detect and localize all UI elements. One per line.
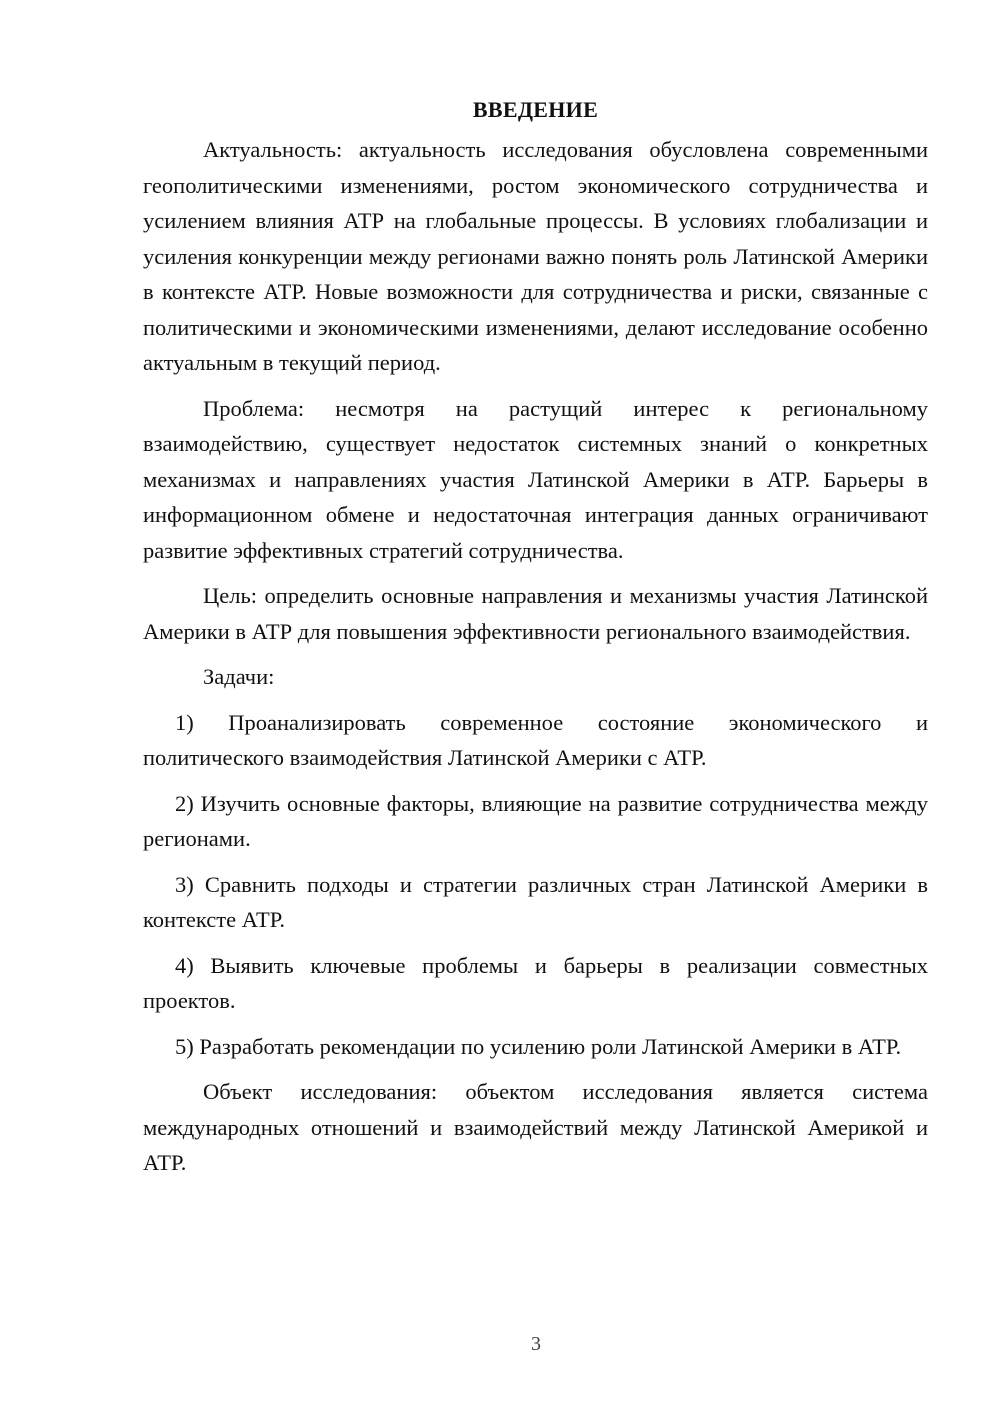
task-item: 1) Проанализировать современное состояние экономического и политического взаимодействия Латинской Америки с АТР. bbox=[143, 709, 928, 770]
document-page bbox=[143, 92, 928, 1181]
goal-paragraph: Цель: определить основные направления и механизмы участия Латинской Америки в АТР для повышения эффективности регионального взаимодействия. bbox=[143, 583, 928, 644]
task-item: 4) Выявить ключевые проблемы и барьеры в реализации совместных проектов. bbox=[143, 952, 928, 1013]
page-number: 3 bbox=[531, 1333, 541, 1355]
relevance-paragraph: Актуальность: актуальность исследования обусловлена современными геополитическими изменениями, ростом экономического сотрудничества и усилением влияния АТР на глобальные процессы. В условиях глобализации и усиления конкуренции между регионами важно понять роль Латинской Америки в контексте АТР. Новые возможности для сотрудничества и риски, связанные с политическими и экономическими изменениями, делают исследование особенно актуальным в текущий период. bbox=[143, 137, 928, 375]
problem-paragraph: Проблема: несмотря на растущий интерес к региональному взаимодействию, существует недостаток системных знаний о конкретных механизмах и направлениях участия Латинской Америки в АТР. Барьеры в информационном обмене и недостаточная интеграция данных ограничивают развитие эффективных стратегий сотрудничества. bbox=[143, 395, 928, 563]
task-item: 3) Сравнить подходы и стратегии различных стран Латинской Америки в контексте АТР. bbox=[143, 871, 928, 932]
tasks-label: Задачи: bbox=[203, 664, 275, 689]
task-item: 2) Изучить основные факторы, влияющие на развитие сотрудничества между регионами. bbox=[143, 790, 928, 851]
object-paragraph: Объект исследования: объектом исследования является система международных отношений и взаимодействий между Латинской Америкой и АТР. bbox=[143, 1079, 928, 1175]
section-title: ВВЕДЕНИЕ bbox=[472, 97, 599, 122]
task-item: 5) Разработать рекомендации по усилению роли Латинской Америки в АТР. bbox=[175, 1033, 902, 1059]
